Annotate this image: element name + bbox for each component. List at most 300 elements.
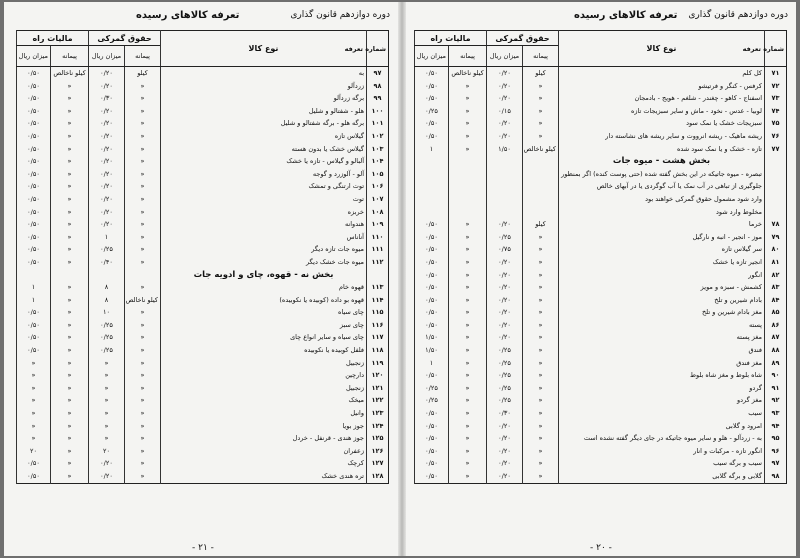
road-unit: « xyxy=(51,357,89,370)
tariff-number: ۱۰۲ xyxy=(367,130,389,143)
customs-unit xyxy=(523,206,559,219)
road-amount: « xyxy=(17,407,51,420)
customs-unit xyxy=(125,269,161,282)
road-amount: ۰/۵۰ xyxy=(415,319,449,332)
goods-description: آلبالو و گیلاس - تازه یا خشک xyxy=(161,155,367,168)
customs-amount: ۰/۲۰ xyxy=(89,457,125,470)
customs-amount: ۰/۲۰ xyxy=(487,256,523,269)
road-unit: « xyxy=(449,256,487,269)
tariff-number: ۱۲۰ xyxy=(367,369,389,382)
page-title: تعرفه کالاهای رسیده xyxy=(574,10,678,21)
tariff-number: ۹۷ xyxy=(367,67,389,80)
customs-amount: ۰/۲۰ xyxy=(89,193,125,206)
tariff-number: ۱۰۳ xyxy=(367,143,389,156)
goods-description: گلابی و برگه گلابی xyxy=(559,470,765,483)
customs-unit: « xyxy=(523,130,559,143)
customs-unit xyxy=(523,180,559,193)
table-row xyxy=(17,218,389,231)
customs-amount: « xyxy=(89,382,125,395)
customs-unit: « xyxy=(523,457,559,470)
customs-amount: ۰/۲۰ xyxy=(487,331,523,344)
table-row xyxy=(415,432,787,445)
table-row xyxy=(415,117,787,130)
col-number-header: شماره تعرفه xyxy=(367,31,389,67)
road-unit: « xyxy=(449,105,487,118)
table-row xyxy=(415,269,787,282)
road-amount: ۰/۵۰ xyxy=(17,231,51,244)
tariff-number: ۸۰ xyxy=(765,243,787,256)
customs-amount: « xyxy=(89,357,125,370)
goods-description: برگه هلو - برگه شفتالو و شلیل xyxy=(161,117,367,130)
page-title: تعرفه کالاهای رسیده xyxy=(136,10,240,21)
tariff-number: ۱۲۴ xyxy=(367,420,389,433)
road-amount: « xyxy=(17,432,51,445)
road-amount: ۰/۵۰ xyxy=(17,306,51,319)
goods-description: خرما xyxy=(559,218,765,231)
tariff-number: ۷۳ xyxy=(765,92,787,105)
customs-amount: ۰/۲۰ xyxy=(487,92,523,105)
table-row xyxy=(415,168,787,181)
customs-unit: « xyxy=(523,319,559,332)
table-row xyxy=(415,92,787,105)
road-unit: « xyxy=(51,281,89,294)
road-unit: « xyxy=(449,394,487,407)
table-row xyxy=(415,306,787,319)
customs-amount: ۰/۲۵ xyxy=(89,344,125,357)
goods-description: چای سیاه و سایر انواع چای xyxy=(161,331,367,344)
table-row xyxy=(415,143,787,156)
table-row xyxy=(415,344,787,357)
tariff-number: ۸۵ xyxy=(765,306,787,319)
road-amount-header: میزان ریال xyxy=(415,46,449,67)
goods-description: چای سیاه xyxy=(161,306,367,319)
road-amount: ۰/۵۰ xyxy=(17,155,51,168)
goods-description: زعفران xyxy=(161,445,367,458)
customs-unit: « xyxy=(523,344,559,357)
road-unit: « xyxy=(51,470,89,483)
road-amount: ۰/۵۰ xyxy=(17,243,51,256)
goods-description: جوز بویا xyxy=(161,420,367,433)
customs-amount: ۰/۲۰ xyxy=(89,117,125,130)
goods-description: سیب و برگه سیب xyxy=(559,457,765,470)
road-amount: ۰/۵۰ xyxy=(415,269,449,282)
table-row xyxy=(17,143,389,156)
customs-amount xyxy=(487,168,523,181)
customs-amount: ۰/۲۰ xyxy=(487,281,523,294)
customs-unit: « xyxy=(523,357,559,370)
tariff-number: ۸۷ xyxy=(765,331,787,344)
road-amount: ۰/۲۵ xyxy=(415,394,449,407)
road-amount: ۰/۵۰ xyxy=(17,143,51,156)
goods-description: کرفس - کنگر و فرتیشو xyxy=(559,80,765,93)
road-amount-header: میزان ریال xyxy=(17,46,51,67)
road-unit: « xyxy=(449,269,487,282)
customs-unit: « xyxy=(125,117,161,130)
table-row xyxy=(415,206,787,219)
table-row xyxy=(415,407,787,420)
customs-amount: ۰/۲۰ xyxy=(487,470,523,483)
tariff-number: ۱۱۴ xyxy=(367,294,389,307)
customs-unit: « xyxy=(523,470,559,483)
tariff-number: ۱۱۲ xyxy=(367,256,389,269)
table-row xyxy=(17,357,389,370)
customs-unit: « xyxy=(125,155,161,168)
customs-amount: ۰/۲۰ xyxy=(89,105,125,118)
customs-unit: کیلو xyxy=(523,218,559,231)
goods-description: موز - انجیر - انبه و نارگیل xyxy=(559,231,765,244)
goods-description: کشمش - سبزه و مویز xyxy=(559,281,765,294)
road-amount: ۰/۵۰ xyxy=(17,105,51,118)
customs-unit: « xyxy=(125,394,161,407)
goods-description: امرود و گلابی xyxy=(559,420,765,433)
table-row xyxy=(415,394,787,407)
tariff-table xyxy=(16,30,389,484)
road-amount: ۰/۵۰ xyxy=(415,243,449,256)
road-unit: « xyxy=(51,394,89,407)
customs-unit-header: پیمانه xyxy=(523,46,559,67)
customs-unit xyxy=(523,168,559,181)
col-customs-header: حقوق گمرکی xyxy=(89,31,161,46)
road-unit: « xyxy=(51,432,89,445)
road-unit xyxy=(51,269,89,282)
customs-amount: ۰/۲۵ xyxy=(487,382,523,395)
tariff-number: ۱۲۵ xyxy=(367,432,389,445)
tariff-number: ۱۱۶ xyxy=(367,319,389,332)
goods-description: مغز بادام شیرین و تلخ xyxy=(559,306,765,319)
customs-amount: ۲۰ xyxy=(89,445,125,458)
road-unit: « xyxy=(449,369,487,382)
road-amount: ۰/۵۰ xyxy=(17,206,51,219)
table-row xyxy=(415,331,787,344)
customs-unit: « xyxy=(523,231,559,244)
goods-description: انجیر تازه یا خشک xyxy=(559,256,765,269)
table-row xyxy=(17,256,389,269)
goods-description: توت xyxy=(161,193,367,206)
road-unit: « xyxy=(449,92,487,105)
tariff-number: ۱۰۴ xyxy=(367,155,389,168)
goods-description: کرچک xyxy=(161,457,367,470)
road-amount: ۰/۵۰ xyxy=(415,420,449,433)
page-number: - ۲۱ - xyxy=(192,543,214,553)
col-number-header: شماره تعرفه xyxy=(765,31,787,67)
tariff-number: ۷۴ xyxy=(765,105,787,118)
customs-amount: ۰/۲۰ xyxy=(89,67,125,80)
table-row xyxy=(17,344,389,357)
tariff-number: ۱۰۵ xyxy=(367,168,389,181)
customs-amount: ۰/۲۰ xyxy=(487,218,523,231)
road-amount xyxy=(415,180,449,193)
customs-unit: « xyxy=(125,105,161,118)
road-amount: ۰/۵۰ xyxy=(17,218,51,231)
road-unit: « xyxy=(449,306,487,319)
road-unit: « xyxy=(51,92,89,105)
table-row xyxy=(17,319,389,332)
goods-description: میوه جات تازه دیگر xyxy=(161,243,367,256)
goods-description: انگور تازه - مرکبات و انار xyxy=(559,445,765,458)
tariff-number xyxy=(765,168,787,181)
goods-description: مخلوط وارد شود xyxy=(559,206,765,219)
road-amount: « xyxy=(17,382,51,395)
table-row xyxy=(17,180,389,193)
road-amount: ۱ xyxy=(415,143,449,156)
road-amount: ۰/۵۰ xyxy=(415,457,449,470)
road-amount: ۰/۵۰ xyxy=(17,80,51,93)
goods-description: آلو - آلوزرد و گوجه xyxy=(161,168,367,181)
road-unit: « xyxy=(449,218,487,231)
road-unit: « xyxy=(51,168,89,181)
customs-unit: « xyxy=(523,432,559,445)
customs-amount: ۰/۲۰ xyxy=(89,143,125,156)
road-amount: ۰/۵۰ xyxy=(17,92,51,105)
tariff-number: ۹۹ xyxy=(367,92,389,105)
customs-unit: « xyxy=(125,218,161,231)
table-row xyxy=(17,331,389,344)
road-amount: ۰/۵۰ xyxy=(17,117,51,130)
customs-amount: ۰/۲۰ xyxy=(89,470,125,483)
road-unit: « xyxy=(51,306,89,319)
road-amount: ۱ xyxy=(17,281,51,294)
page-left xyxy=(10,2,396,556)
tariff-number: ۱۲۶ xyxy=(367,445,389,458)
tariff-number: ۷۹ xyxy=(765,231,787,244)
road-unit: « xyxy=(449,243,487,256)
book-spread xyxy=(4,2,796,556)
customs-unit: « xyxy=(125,407,161,420)
road-amount xyxy=(17,269,51,282)
customs-unit: « xyxy=(125,92,161,105)
road-unit: « xyxy=(449,294,487,307)
table-row xyxy=(17,369,389,382)
road-unit: « xyxy=(449,281,487,294)
tariff-number: ۷۵ xyxy=(765,117,787,130)
tariff-number: ۸۶ xyxy=(765,319,787,332)
road-unit: « xyxy=(51,80,89,93)
goods-description: زردآلو xyxy=(161,80,367,93)
customs-amount: ۰/۲۵ xyxy=(487,344,523,357)
page-number: - ۲۰ - xyxy=(590,543,612,553)
customs-amount-header: میزان ریال xyxy=(89,46,125,67)
goods-description: بادام شیرین و تلخ xyxy=(559,294,765,307)
customs-amount xyxy=(89,269,125,282)
customs-unit: « xyxy=(125,344,161,357)
road-amount: ۰/۵۰ xyxy=(17,319,51,332)
customs-unit: « xyxy=(125,281,161,294)
table-row xyxy=(415,67,787,80)
goods-description: به xyxy=(161,67,367,80)
col-customs-header: حقوق گمرکی xyxy=(487,31,559,46)
table-row xyxy=(17,206,389,219)
road-unit: « xyxy=(51,243,89,256)
road-amount: ۰/۵۰ xyxy=(415,256,449,269)
goods-description: جلوگیری از تباهی در آب نمک یا آب گوگردی یا در آبهای خالص xyxy=(559,180,765,193)
road-amount: ۰/۵۰ xyxy=(415,369,449,382)
goods-description: فندق xyxy=(559,344,765,357)
goods-description: مغز فندق xyxy=(559,357,765,370)
table-row xyxy=(415,218,787,231)
goods-description: مغز پسته xyxy=(559,331,765,344)
section-heading-row xyxy=(415,155,787,168)
road-unit: « xyxy=(51,143,89,156)
table-row xyxy=(415,369,787,382)
road-unit: « xyxy=(51,457,89,470)
road-unit: « xyxy=(51,407,89,420)
customs-amount: ۰/۲۰ xyxy=(487,432,523,445)
goods-description: شاه بلوط و مغز شاه بلوط xyxy=(559,369,765,382)
goods-description: تبصره - میوه جاتیکه در این بخش گفته شده (حتی پوست کنده) اگر بمنظور xyxy=(559,168,765,181)
goods-description: توت ارتنگی و تمشک xyxy=(161,180,367,193)
road-unit: « xyxy=(449,143,487,156)
tariff-number: ۸۳ xyxy=(765,281,787,294)
goods-description: ریشه ماهیک - ریشه انرووت و سایر ریشه های نشاسته دار xyxy=(559,130,765,143)
section-heading: بخش نه - قهوه، چای و ادویه جات xyxy=(161,269,367,282)
tariff-number: ۱۱۷ xyxy=(367,331,389,344)
road-amount: ۰/۵۰ xyxy=(415,407,449,420)
customs-amount: ۰/۲۵ xyxy=(89,319,125,332)
customs-unit: « xyxy=(523,80,559,93)
customs-amount: ۰/۲۰ xyxy=(89,206,125,219)
tariff-number: ۱۱۵ xyxy=(367,306,389,319)
customs-unit: « xyxy=(125,306,161,319)
customs-unit: « xyxy=(125,243,161,256)
road-unit: « xyxy=(449,80,487,93)
tariff-number xyxy=(765,180,787,193)
customs-amount: ۰/۲۰ xyxy=(89,218,125,231)
tariff-number: ۹۲ xyxy=(765,394,787,407)
road-unit: « xyxy=(51,445,89,458)
road-unit: « xyxy=(51,117,89,130)
customs-amount: ۰/۲۰ xyxy=(487,306,523,319)
road-unit: « xyxy=(449,445,487,458)
road-amount: ۰/۵۰ xyxy=(415,294,449,307)
road-amount: ۰/۵۰ xyxy=(17,180,51,193)
road-amount: ۰/۲۵ xyxy=(415,105,449,118)
road-amount: ۰/۵۰ xyxy=(17,470,51,483)
road-unit: « xyxy=(51,382,89,395)
goods-description: سیب xyxy=(559,407,765,420)
customs-unit: « xyxy=(125,470,161,483)
customs-amount: ۰/۴۰ xyxy=(89,256,125,269)
tariff-table xyxy=(414,30,787,484)
tariff-number: ۹۵ xyxy=(765,432,787,445)
table-row xyxy=(17,470,389,483)
customs-unit: « xyxy=(125,369,161,382)
road-unit: « xyxy=(449,407,487,420)
road-amount: ۰/۵۰ xyxy=(415,67,449,80)
road-unit xyxy=(449,168,487,181)
table-row xyxy=(17,243,389,256)
road-unit xyxy=(449,180,487,193)
tariff-number: ۷۱ xyxy=(765,67,787,80)
road-amount: ۰/۵۰ xyxy=(415,281,449,294)
road-unit xyxy=(449,193,487,206)
goods-description: تره هندی خشک xyxy=(161,470,367,483)
customs-amount xyxy=(487,193,523,206)
road-amount: « xyxy=(17,394,51,407)
customs-unit: « xyxy=(523,407,559,420)
road-amount: ۰/۵۰ xyxy=(415,130,449,143)
customs-unit: « xyxy=(125,457,161,470)
road-amount: « xyxy=(17,357,51,370)
customs-unit: « xyxy=(523,445,559,458)
goods-description: گیلاس خشک یا بدون هسته xyxy=(161,143,367,156)
goods-description: هندوانه xyxy=(161,218,367,231)
table-row xyxy=(415,193,787,206)
road-unit: « xyxy=(449,432,487,445)
table-row xyxy=(17,432,389,445)
tariff-number: ۱۱۳ xyxy=(367,281,389,294)
road-unit: « xyxy=(449,357,487,370)
customs-amount: ۱۰ xyxy=(89,306,125,319)
customs-amount: ۰/۲۰ xyxy=(487,420,523,433)
goods-description: هلو - شفتالو و شلیل xyxy=(161,105,367,118)
customs-unit: « xyxy=(125,445,161,458)
tariff-number: ۸۸ xyxy=(765,344,787,357)
customs-amount: ۸ xyxy=(89,294,125,307)
road-unit: « xyxy=(51,193,89,206)
road-amount: ۱/۵۰ xyxy=(415,344,449,357)
customs-amount: « xyxy=(89,420,125,433)
road-unit xyxy=(449,155,487,168)
col-description-header: نوع کالا xyxy=(559,31,765,67)
table-row xyxy=(415,294,787,307)
road-unit: « xyxy=(51,231,89,244)
road-amount: ۰/۵۰ xyxy=(415,80,449,93)
customs-amount: ۰/۲۰ xyxy=(89,180,125,193)
customs-amount: ۰/۲۰ xyxy=(487,445,523,458)
customs-amount: ۰/۳۰ xyxy=(487,407,523,420)
road-amount xyxy=(415,206,449,219)
goods-description: سبزیجات خشک یا نمک سود xyxy=(559,117,765,130)
tariff-number: ۹۸ xyxy=(765,470,787,483)
table-row xyxy=(17,155,389,168)
customs-amount xyxy=(487,206,523,219)
road-unit: « xyxy=(449,344,487,357)
road-unit: « xyxy=(449,420,487,433)
customs-amount: « xyxy=(89,369,125,382)
road-amount: « xyxy=(17,369,51,382)
road-amount: ۰/۵۰ xyxy=(17,130,51,143)
goods-description: میوه جات خشک دیگر xyxy=(161,256,367,269)
customs-amount: ۰/۲۵ xyxy=(89,331,125,344)
customs-unit: « xyxy=(523,331,559,344)
customs-unit: « xyxy=(125,357,161,370)
table-row xyxy=(17,117,389,130)
goods-description: پسته xyxy=(559,319,765,332)
customs-unit-header: پیمانه xyxy=(125,46,161,67)
customs-unit: کیلو ناخالص xyxy=(125,294,161,307)
tariff-number: ۸۴ xyxy=(765,294,787,307)
customs-amount: ۰/۲۰ xyxy=(89,155,125,168)
road-unit: « xyxy=(449,319,487,332)
table-row xyxy=(415,281,787,294)
tariff-number: ۹۸ xyxy=(367,80,389,93)
customs-unit: « xyxy=(125,80,161,93)
tariff-number: ۱۰۶ xyxy=(367,180,389,193)
road-amount: ۰/۲۵ xyxy=(415,382,449,395)
table-row xyxy=(415,445,787,458)
table-row xyxy=(17,445,389,458)
goods-description: گردو xyxy=(559,382,765,395)
section-heading: بخش هشت - میوه جات xyxy=(559,155,765,168)
tariff-number: ۱۰۸ xyxy=(367,206,389,219)
road-unit: « xyxy=(51,294,89,307)
table-row xyxy=(415,319,787,332)
customs-unit: « xyxy=(523,92,559,105)
road-amount: ۰/۵۰ xyxy=(415,432,449,445)
goods-description: آناناس xyxy=(161,231,367,244)
road-unit: « xyxy=(51,130,89,143)
tariff-number: ۹۴ xyxy=(765,420,787,433)
